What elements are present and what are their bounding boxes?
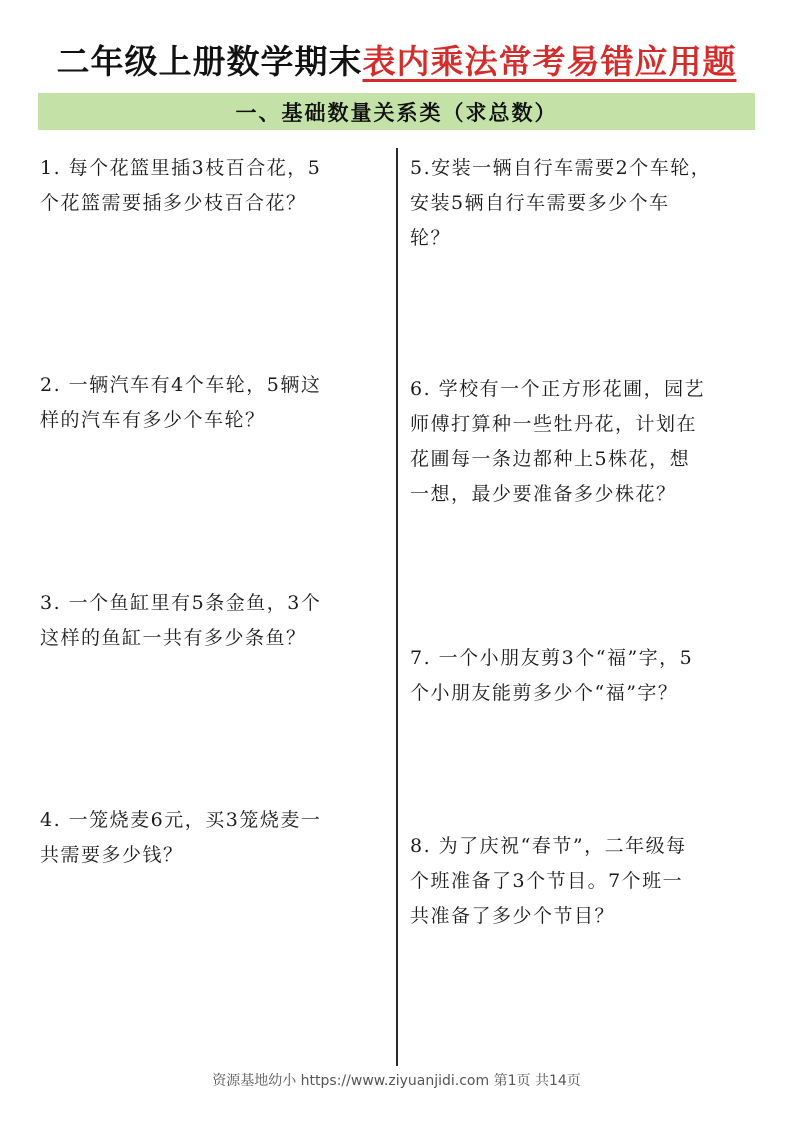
question-line: 8. 为了庆祝“春节”，二年级每 xyxy=(410,835,687,857)
question-7 xyxy=(410,641,693,711)
column-divider xyxy=(396,148,398,1066)
question-5 xyxy=(410,151,711,256)
question-line: 2. 一辆汽车有4个车轮，5辆这 xyxy=(40,374,322,396)
question-line: 共准备了多少个节目？ xyxy=(410,905,616,927)
title-part-2-highlight: 表内乘法常考易错应用题 xyxy=(362,42,737,81)
question-line: 轮？ xyxy=(410,227,452,249)
page-footer: 资源基地幼小 https://www.ziyuanjidi.com 第1页 共14页 xyxy=(212,1073,581,1089)
question-line: 师傅打算种一些牡丹花，计划在 xyxy=(410,413,698,435)
question-2 xyxy=(40,368,321,438)
question-line: 样的汽车有多少个车轮？ xyxy=(40,409,266,431)
section-heading: 一、基础数量关系类（求总数） xyxy=(38,93,755,130)
question-line: 1. 每个花篮里插3枝百合花，5 xyxy=(40,157,322,179)
question-1 xyxy=(40,151,321,221)
question-line: 7. 一个小朋友剪3个“福”字，5 xyxy=(410,647,694,669)
question-line: 6. 学校有一个正方形花圃，园艺 xyxy=(410,378,706,400)
title-part-1: 二年级上册数学期末 xyxy=(56,42,363,81)
question-line: 安装5辆自行车需要多少个车 xyxy=(410,192,670,214)
question-line: 3. 一个鱼缸里有5条金鱼，3个 xyxy=(40,592,322,614)
question-line: 这样的鱼缸一共有多少条鱼？ xyxy=(40,627,307,649)
question-8 xyxy=(410,829,687,934)
question-line: 共需要多少钱？ xyxy=(40,844,184,866)
question-4 xyxy=(40,803,321,873)
question-line: 花圃每一条边都种上5株花，想 xyxy=(410,448,691,470)
question-line: 个花篮需要插多少枝百合花？ xyxy=(40,192,307,214)
question-3 xyxy=(40,586,321,656)
question-line: 4. 一笼烧麦6元，买3笼烧麦一 xyxy=(40,809,322,831)
page-title xyxy=(0,36,793,83)
question-line: 一想，最少要准备多少株花？ xyxy=(410,483,677,505)
question-line: 个班准备了3个节目。7个班一 xyxy=(410,870,684,892)
question-line: 个小朋友能剪多少个“福”字？ xyxy=(410,682,679,704)
question-line: 5.安装一辆自行车需要2个车轮， xyxy=(410,157,712,179)
question-6 xyxy=(410,372,705,512)
